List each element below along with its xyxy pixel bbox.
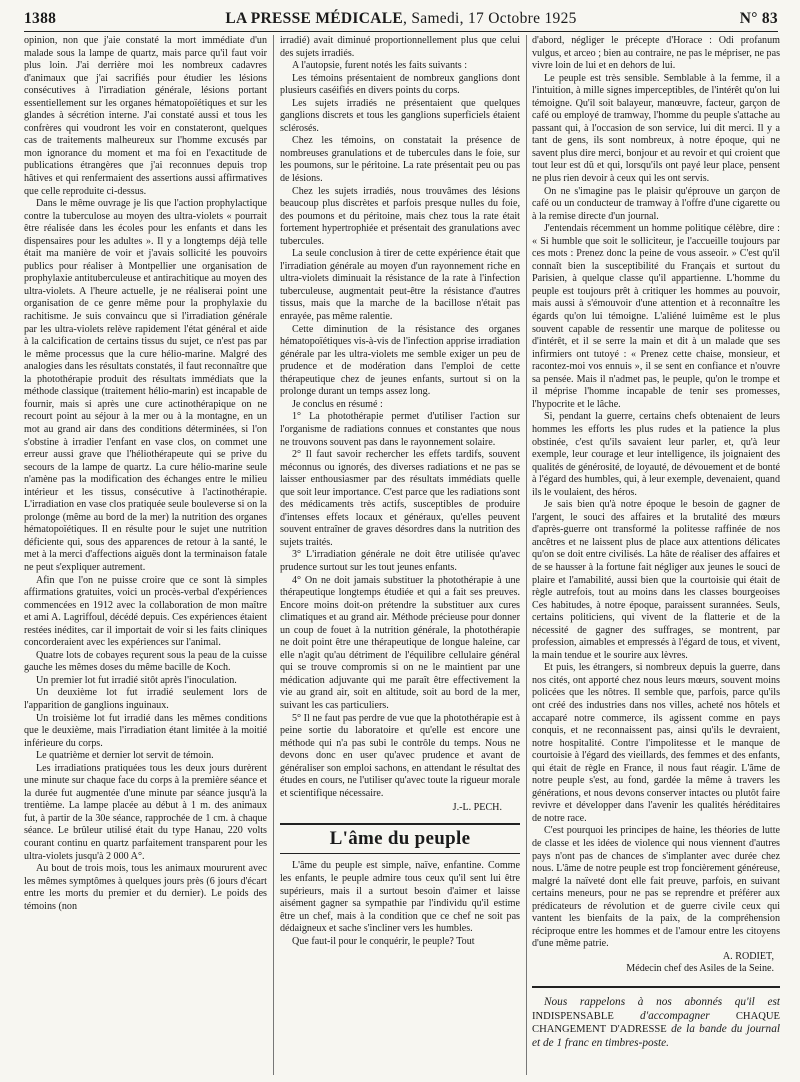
notice-text: d'accompagner <box>613 1009 736 1022</box>
paragraph: L'âme du peuple est simple, naïve, enfantine. Comme les enfants, le peuple admire tous ceux qu'il sent lui être supérieurs, mais il a surtout besoin d'aimer et laisse aisément gagner sa sympathie par l'individu qu'il estime être un chef, mais à la condition que ce chef ne soit pas dédaigneux et sache s'incliner vers les humbles. <box>280 860 520 935</box>
paragraph: Les sujets irradiés ne présentaient que quelques ganglions discrets et tous les ganglions superficiels étaient sclérosés. <box>280 97 520 134</box>
paragraph: Un deuxième lot fut irradié seulement lors de l'apparition de ganglions inguinaux. <box>24 687 267 711</box>
paragraph: Dans le même ouvrage je lis que l'action prophylactique contre la tuberculose au moyen des ultra-violets « pourrait être réalisée dans les écoles pour les enfants et dans les dispensaires pour les adultes ». Il y a longtemps déjà telle était ma manière de voir et j'avais sollicité les pouvoirs publics pour réaliser à Montpellier une organisation de prophylaxie antituberculeuse et antirachitique au moyen des ultra-violets. A l'heure actuelle, je ne réaliserai point une organisation de ce genre même pour la prophylaxie du rachitisme. Je suis convaincu que si l'irradiation générale par les ultra-violets relève rapidement l'état général et aide à la calcification de certains tissus du sujet, ce n'est pas par le même processus que la cure hélio-marine. Malgré des analogies dans les résultats constatés, il faut reconnaître que la photothérapie produit des résultats immédiats que la méthode classique (traitement hélio-marin) est incapable de fournir, mais si après une cure actinothérapique on ne recourt point au séjour à la mer ou à la montagne, en un mot au grand air dans des conditions déterminées, si l'on s'obstine à irradier l'enfant en vase clos, on commet une erreur aussi grave que l'héliothérapeute qui se prive du secours de la lampe de quartz. La cure hélio-marine seule n'amène pas la modification des échanges entre le milieu intérieur et les tissus, consécutive à l'actinothérapie. L'irradiation en vase clos pratiquée seule bouleverse si on la prolonge (même au bord de la mer) la nutrition des organes hématopoïétiques. Il en résulte pour le sujet une nutrition déficiente qui, sous des apparences de retour à la santé, le met à la merci d'affections aiguës dont la terminaison fatale ne peut s'expliquer autrement. <box>24 198 267 573</box>
column-divider <box>526 35 527 1075</box>
paragraph: Cette diminution de la résistance des organes hématopoïétiques vis-à-vis de l'infection apprise irradiation générale par les ultra-violets me semble exiger un peu de prudence et de modération dans l'emploi de cette thérapeutique chez de jeunes enfants, surtout si on la prolonge durant un temps assez long. <box>280 323 520 398</box>
paragraph: Chez les sujets irradiés, nous trouvâmes des lésions beaucoup plus discrètes et parfois presque nulles du foie, des poumons et du péritoine, mais chez tous la rate était fortement hypertrophiée et présentait des granulations avec tubercules. <box>280 185 520 247</box>
paragraph: C'est pourquoi les principes de haine, les théories de lutte de classe et les idées de violence qui nous viennent d'autres pays n'ont pas de chances de s'implanter avec durée chez nous. L'âme de notre peuple est trop foncièrement généreuse, malgré la naïveté dont elle fait preuve, parfois, en suivant certains meneurs, pour ne pas se reprendre et préférer aux prédicateurs de révolution et de guerre civile ceux qui vantent les bienfaits de la paix, de la compréhension réciproque entre les hommes et de l'amour entre les citoyens d'une même patrie. <box>532 825 780 950</box>
paragraph: J'entendais récemment un homme politique célèbre, dire : « Si humble que soit le solliciteur, je l'accueille toujours par ces mots : Prenez donc la peine de vous asseoir. » C'est qu'il connaît bien la susceptibilité du Français et surtout du Parisien, à quelque classe qu'il appartienne. L'homme du peuple est toujours prêt à critiquer les hommes au pouvoir, mais aussi à s'émouvoir d'une attention et à reconnaître les égards qu'on lui témoigne. L'aliéné luimême est le plus souvent capable de ressentir une marque de politesse ou d'intérêt, et il se serre la main et dit à un malade que ses infirmiers ont tutoyé : « Prenez cette chaise, monsieur, et racontez-moi vos ennuis », il se sent en confiance et n'ouvre sa pensée. Mais il n'admet pas, le peuple, qu'on le trompe et il méprise l'homme incapable de tenir ses promesses, l'hypocrite et le lâche. <box>532 223 780 410</box>
paragraph: A l'autopsie, furent notés les faits suivants : <box>292 60 468 72</box>
paragraph: Un premier lot fut irradié sitôt après l'inoculation. <box>36 674 237 686</box>
paragraph: Chez les témoins, on constatait la présence de nombreuses granulations et de tubercules dans le foie, sur les poumons, sur le péritoine. La rate présentait peu ou pas de lésions. <box>280 135 520 185</box>
paragraph: Au bout de trois mois, tous les animaux moururent avec les mêmes symptômes à quelques jours près (6 jours d'écart entre les morts du premier et du dernier). Le poids des témoins (non <box>24 863 267 912</box>
notice-rule <box>532 986 780 988</box>
paragraph: Que faut-il pour le conquérir, le peuple? Tout <box>292 935 475 947</box>
paragraph: Quatre lots de cobayes reçurent sous la peau de la cuisse gauche les mêmes doses du même bacille de Koch. <box>24 649 267 674</box>
notice-emphasis: CHAQUE CHANGEMENT D'ADRESSE <box>532 1010 780 1036</box>
paragraph: Et puis, les étrangers, si nombreux depuis la guerre, dans nos cités, ont apporté chez nous leurs mœurs, souvent moins policées que les nôtres. Il semble que, parfois, parce qu'ils ont créé des industries dans nos villes, acheté nos hôtels et accaparé notre commerce, ils agissent comme en pays conquis, et ne reconnaissent pas, ainsi qu'ils le devraient, notre hospitalité. Contre l'impolitesse et le manque de courtoisie à l'égard des vieillards, des femmes et des enfants, qui était de règle en France, il nous faut réagir. L'âme de notre peuple s'est, au fond, gardée la même à travers les générations, et nous devons conserver intactes ou plutôt faire revivre et développer dans l'avenir les qualités héréditaires de notre race. <box>532 662 780 824</box>
paragraph: Si, pendant la guerre, certains chefs obtenaient de leurs hommes les efforts les plus rudes et la patience la plus obstinée, c'est qu'ils savaient leur parler, et, qu'à leur exemple, leur courage et leur intelligence, ils joignaient des qualités de générosité, de loyauté, de dévouement et de bonté à l'égard des humbles, qui, à leur exemple, devenaient, quand ils le voulaient, des héros. <box>532 411 780 498</box>
paragraph: Les irradiations pratiquées tous les deux jours durèrent une minute sur chaque face du corps à la première séance et la durée fut augmentée d'une minute par séance jusqu'à la trentième. La lampe placée au début à 1 m. des animaux fut, à partir de la 30e séance, rapprochée de 1 cm. à chaque séance. Le brûleur utilisé était du type Hanau, 220 volts courant continu en quartz parfaitement transparent pour les ultra-violets jusqu'à 2 000 A°. <box>24 762 267 862</box>
column-right <box>532 35 780 1075</box>
paragraph: Les témoins présentaient de nombreux ganglions dont plusieurs caséifiés en divers points du corps. <box>280 72 520 97</box>
paragraph: 4° On ne doit jamais substituer la photothérapie à une thérapeutique longtemps étudiée et qui a fait ses preuves. Encore moins doit-on prétendre la substituer aux cures climatiques et au grand air. Méthode précieuse pour donner un coup de fouet à la nutrition générale, la photothérapie ne doit point être une thérapeutique de longue haleine, car elle n'agit qu'au détriment de l'équilibre cellulaire général qui se trouve compromis si on ne le maintient par une médication adjuvante qui me paraît être effectivement la vie au grand air, soit en altitude, soit au bord de la mer, suivant les cas particuliers. <box>280 574 520 711</box>
column-divider <box>273 35 274 1075</box>
paragraph: 2° Il faut savoir rechercher les effets tardifs, souvent méconnus ou ignorés, des diverses radiations et ne pas se laisser enthousiasmer par des résultats immédiats quelle que soit leur importance. C'est parce que les radiations sont des médicaments très actifs, susceptibles de produire d'intenses effets locaux et généraux, qu'elles peuvent souvent entraîner de graves désordres dans la nutrition des sujets traités. <box>280 449 520 548</box>
paragraph: 1° La photothérapie permet d'utiliser l'action sur l'organisme de radiations connues et constantes que nous ne trouvons souvent pas dans le rayonnement solaire. <box>280 411 520 448</box>
issue-date: , Samedi, 17 Octobre 1925 <box>403 10 577 27</box>
column-middle <box>280 35 520 1075</box>
subscriber-notice <box>532 996 780 1050</box>
author-signature-name: A. RODIET, <box>722 950 774 962</box>
notice-text: Nous rappelons à nos abonnés qu'il est <box>544 996 780 1009</box>
article-title: L'âme du peuple <box>280 823 520 855</box>
paragraph: La seule conclusion à tirer de cette expérience était que l'irradiation générale au moyen d'un rayonnement riche en ultra-violets diminuait la résistance de la rate à l'infection tuberculeuse, augmentait peut-être la résistance d'autres tissus, mais que la marche de la bacillose n'était pas enrayée, pas même ralentie. <box>280 248 520 323</box>
header-rule <box>24 31 778 32</box>
paragraph: 3° L'irradiation générale ne doit être utilisée qu'avec prudence surtout sur les tout jeunes enfants. <box>280 549 520 573</box>
paragraph: Un troisième lot fut irradié dans les mêmes conditions que le deuxième, mais l'irradiation étant limitée à la moitié inférieure du corps. <box>24 712 267 749</box>
notice-emphasis: INDISPENSABLE <box>532 1010 614 1022</box>
issue-number: N° 83 <box>739 10 778 27</box>
paragraph: Afin que l'on ne puisse croire que ce sont là simples affirmations gratuites, voici un procès-verbal d'expériences commencées en 1912 avec la collaboration de mon maître et ami A. Lagriffoul, décédé depuis. Ces expériences étaient restées inédites, car il importait de voir si les faits cliniques concorderaient avec les expériences sur l'animal. <box>24 574 267 649</box>
paragraph: Je conclus en résumé : <box>292 398 383 410</box>
author-signature-title: Médecin chef des Asiles de la Seine. <box>626 963 774 975</box>
journal-title: LA PRESSE MÉDICALE <box>225 10 403 27</box>
column-left <box>24 35 267 1075</box>
paragraph: opinion, non que j'aie constaté la mort immédiate d'un malade sous la lampe de quartz, mais parce qu'il faut voir plus loin. J'ai derrière moi les nombreux cadavres d'animaux que j'ai sacrifiés pour étudier les lésions consécutives à l'irradiation générale, lésions portant essentiellement sur les organes hématopoïétiques et sur les glandes à sécrétion interne. J'ai constaté aussi et tous les confrères qui voudront les voir en constateront, quelques cas de traitements malheureux sur l'homme excusés par mon ignorance du moment et ma foi en l'exactitude de publications étrangères que j'ai reconnues depuis trop hâtives et qui renfermaient des assertions aussi affirmatives que celle reproduite ci-dessus. <box>24 35 267 197</box>
page-number: 1388 <box>24 10 57 27</box>
paragraph: irradié) avait diminué proportionnellement plus que celui des sujets irradiés. <box>280 35 520 59</box>
author-signature: J.-L. PECH. <box>452 802 502 814</box>
paragraph: Le peuple est très sensible. Semblable à la femme, il a l'intuition, à mille signes imperceptibles, de l'intérêt qu'on lui témoigne. Qu'il soit balayeur, manœuvre, facteur, garçon de café ou employé de tramway, l'homme du peuple s'attache au passant qui, à l'occasion de son service, lui dit merci. Il y a tant de gens, ils sont nombreux, à notre époque, qui ne savent plus dire merci, bonjour et au revoir et qui croient que tout leur est dû et qui, lorsqu'ils ont payé leur place, pensent ne plus rien devoir à ceux qui les ont servis. <box>532 72 780 185</box>
paragraph: d'abord, négliger le précepte d'Horace : Odi profanum vulgus, et arceo ; bien au contraire, ne pas le mépriser, ne pas vivre loin de lui et en dehors de lui. <box>532 35 780 72</box>
notice-text: de la bande du journal et de 1 franc en timbres-poste. <box>532 1023 780 1049</box>
running-header <box>24 8 778 30</box>
paragraph: On ne s'imagine pas le plaisir qu'éprouve un garçon de café ou un conducteur de tramway à l'offre d'une cigarette ou à la remise directe d'un journal. <box>532 185 780 222</box>
journal-title-line <box>24 10 778 28</box>
paragraph: 5° Il ne faut pas perdre de vue que la photothérapie est à peine sortie du laboratoire et qu'elle est encore une méthode qui n'a pas subi le contrôle du temps. Nous ne devons donc en user qu'avec prudence et avant de généraliser son emploi sachons, en attendant le résultat des études en cours, ne l'utiliser qu'avec toute la rigueur morale et scientifique nécessaire. <box>280 712 520 799</box>
paragraph: Je sais bien qu'à notre époque le besoin de gagner de l'argent, le souci des affaires et la brutalité des mœurs d'après-guerre ont transformé la politesse raffinée de nos ancêtres et ne laissent plus de place aux attentions délicates qu'on se doit entre civilisés. La hâte de réaliser des affaires et de se hausser à la fortune fait négliger aux jeunes le souci de plaire et l'amabilité, aussi bien que la courtoisie qui était de règle autrefois, tout au moins dans les classes bourgeoises Ces habitudes, à notre époque, paraissent surannées. Seuls, certains politiciens, qui vivent de la flatterie et de la nécessité de gagner des suffrages, se montrent, par profession, aimables et empressés à l'égard de tous, et vivent, la main tendue et le sourire aux lèvres. <box>532 499 780 661</box>
paragraph: Le quatrième et dernier lot servit de témoin. <box>36 750 214 762</box>
